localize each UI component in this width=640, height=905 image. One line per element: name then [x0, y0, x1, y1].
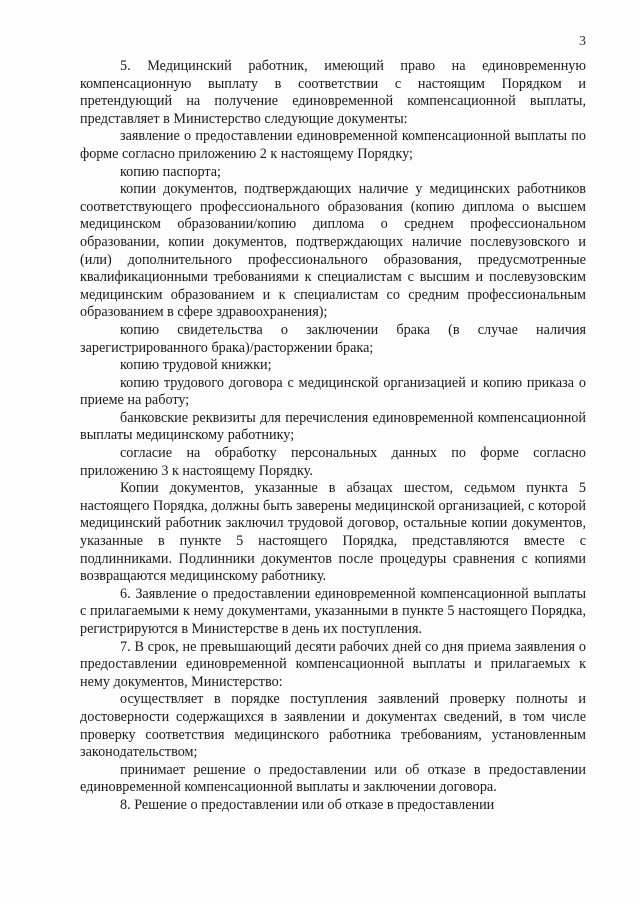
list-item-education-docs: копии документов, подтверждающих наличие у медицинских работников соответствующего профессионального образования (копию диплома о высшем медицинском образовании/копию диплома о среднем профессиональном образовании, копии документов, подтверждающих наличие послевузовского и (или) дополнительного профессионального образования, предусмотренные квалификационными требованиями к специалистам с высшим и послевузовским медицинским образованием и к специалистам со средним профессиональным образованием в сфере здравоохранения); [80, 181, 586, 321]
list-item-employment-record: копию трудовой книжки; [120, 357, 272, 374]
list-item-marriage-certificate: копию свидетельства о заключении брака (в случае наличия зарегистрированного брака)/расторжении брака; [80, 321, 586, 356]
paragraph-8: 8. Решение о предоставлении или об отказе в предоставлении [120, 796, 495, 813]
paragraph-7-verification: осуществляет в порядке поступления заявлений проверку полноты и достоверности содержащихся в заявлении и документах сведений, в том числе проверку соответствия медицинского работника требованиям, установленным законодательством; [80, 691, 586, 761]
paragraph-7-decision: принимает решение о предоставлении или об отказе в предоставлении единовременной компенсационной выплаты и заключении договора. [80, 761, 586, 796]
list-item-data-consent: согласие на обработку персональных данных по форме согласно приложению 3 к настоящему Порядку. [80, 445, 586, 479]
paragraph-6: 6. Заявление о предоставлении единовременной компенсационной выплаты с прилагаемыми к нему документами, указанными в пункте 5 настоящего Порядка, регистрируются в Министерстве в день их поступления. [80, 585, 586, 637]
paragraph-copies-certification: Копии документов, указанные в абзацах шестом, седьмом пункта 5 настоящего Порядка, должны быть заверены медицинской организацией, с которой медицинский работник заключил трудовой договор, остальные копии документов, указанные в пункте 5 настоящего Порядка, представляются вместе с подлинниками. Подлинники документов после процедуры сравнения с копиями возвращаются медицинскому работнику. [80, 480, 586, 585]
list-item-passport: копию паспорта; [120, 163, 221, 180]
page-number: 3 [579, 34, 586, 49]
paragraph-7: 7. В срок, не превышающий десяти рабочих дней со дня приема заявления о предоставлении единовременной компенсационной выплаты и прилагаемых к нему документов, Министерство: [80, 638, 586, 690]
list-item-application: заявление о предоставлении единовременной компенсационной выплаты по форме согласно приложению 2 к настоящему Порядку; [80, 128, 586, 162]
list-item-employment-contract: копию трудового договора с медицинской организацией и копию приказа о приеме на работу; [80, 374, 586, 409]
list-item-bank-details: банковские реквизиты для перечисления единовременной компенсационной выплаты медицинскому работнику; [80, 409, 586, 444]
document-body [80, 58, 586, 815]
paragraph-5-intro: 5. Медицинский работник, имеющий право на единовременную компенсационную выплату в соответствии с настоящим Порядком и претендующий на получение единовременной компенсационной выплаты, представляет в Министерство следующие документы: [80, 58, 586, 127]
